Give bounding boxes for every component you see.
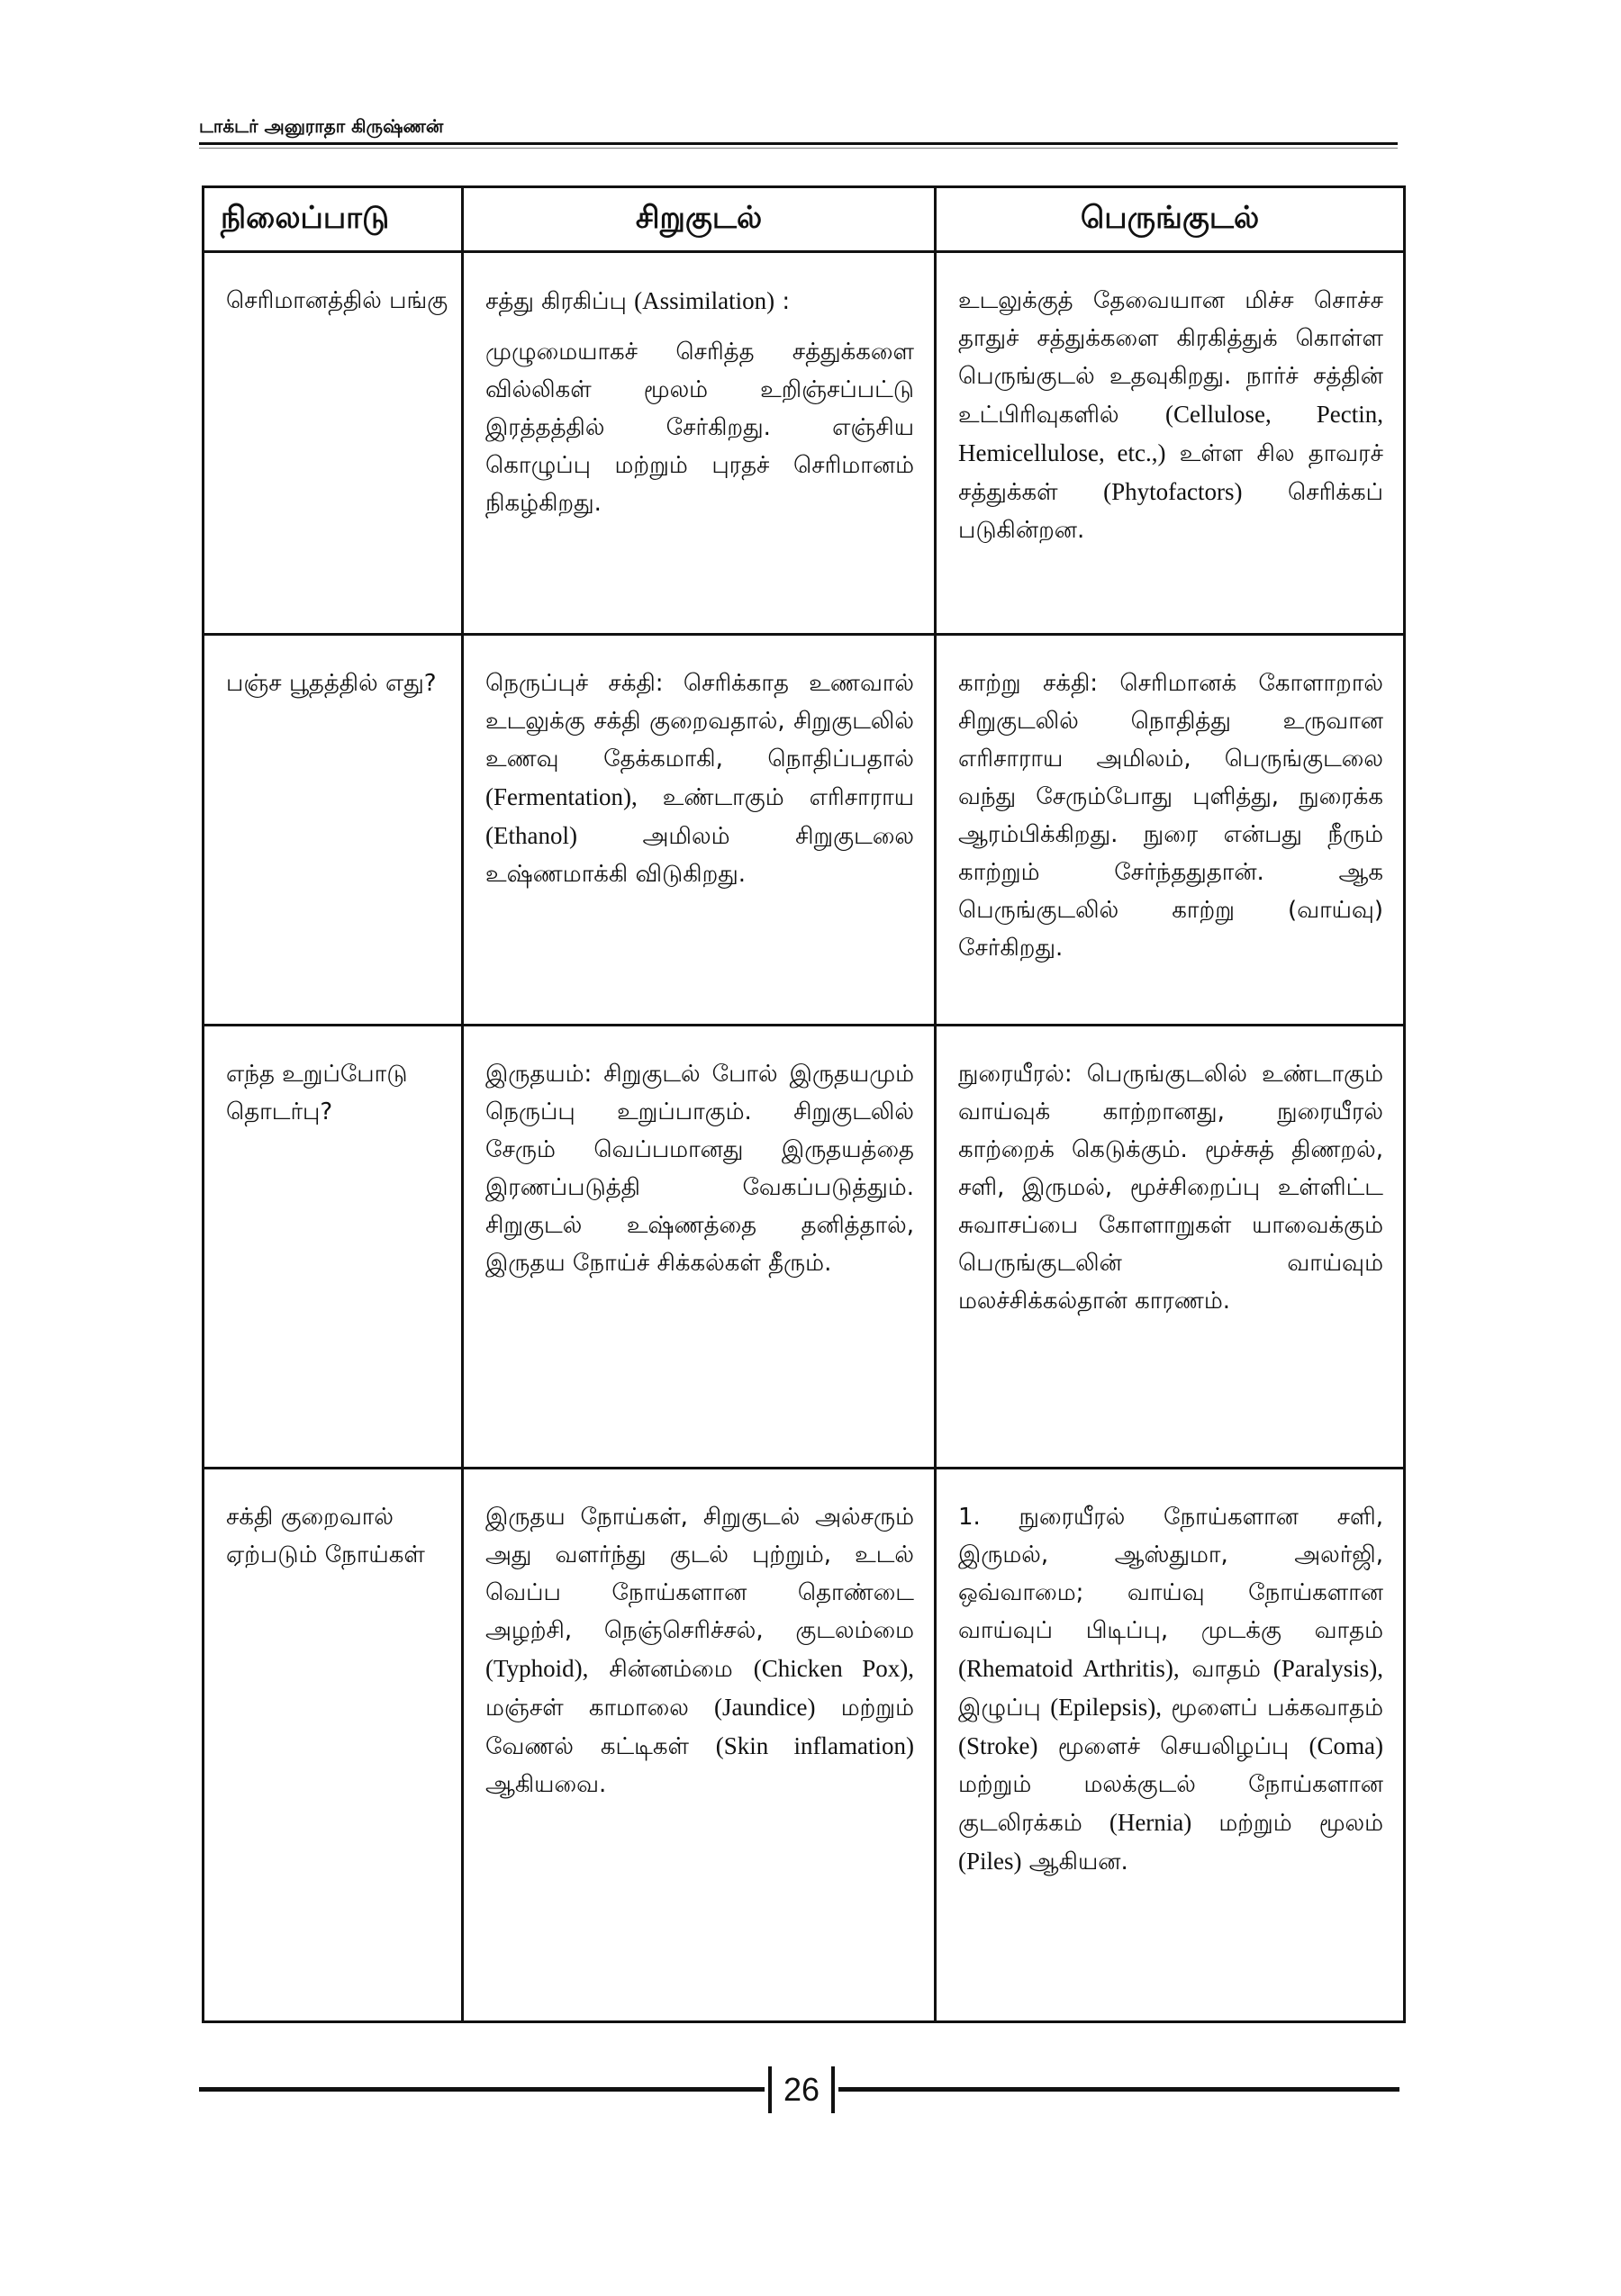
column-header-aspect: நிலைப்பாடு (204, 187, 463, 252)
cell-english-term: (Coma) (1309, 1732, 1383, 1759)
cell-text: வாதம் (1179, 1656, 1273, 1683)
cell-english-term: (Typhoid), (485, 1655, 589, 1682)
table-row-organ (204, 1026, 1405, 1469)
row-label: செரிமானத்தில் பங்கு (204, 252, 463, 635)
row-label: சக்தி குறைவால் ஏற்படும் நோய்கள் (204, 1469, 463, 2022)
small-intestine-cell (463, 1469, 936, 2022)
cell-text: மஞ்சள் காமாலை (485, 1695, 715, 1722)
cell-english-term: (Epilepsis), (1050, 1694, 1162, 1721)
cell-english-term: (Ethanol) (485, 822, 577, 849)
footer-rule-right (838, 2087, 1399, 2092)
table-row-diseases (204, 1469, 1405, 2022)
cell-english-term: (Jaundice) (714, 1694, 816, 1721)
cell-english-term: (Hernia) (1109, 1809, 1192, 1836)
cell-text: அமிலம் சிறுகுடலை உஷ்ணமாக்கி விடுகிறது. (485, 823, 914, 888)
cell-text: ஆகியவை. (485, 1771, 607, 1798)
cell-text: : (774, 288, 791, 315)
large-intestine-cell (936, 1469, 1405, 2022)
cell-text: நெருப்புச் சக்தி: செரிக்காத உணவால் உடலுக்கு சக்தி குறைவதால், சிறுகுடலில் உணவு தேக்கமாகி, நொதிப்பதால் (485, 670, 914, 773)
cell-english-term: (Chicken Pox), (753, 1655, 914, 1682)
cell-text: சத்து கிரகிப்பு (485, 288, 635, 315)
cell-text: 1. நுரையீரல் நோய்களான சளி, இருமல், ஆஸ்துமா, அலர்ஜி, ஒவ்வாமை; வாய்வு நோய்களான வாய்வுப் பிடிப்பு, முடக்கு வாதம் (958, 1504, 1383, 1644)
large-intestine-cell: நுரையீரல்: பெருங்குடலில் உண்டாகும் வாய்வுக் காற்றானது, நுரையீரல் காற்றைக் கெடுக்கும். மூச்சுத் திணறல், சளி, இருமல், மூச்சிறைப்பு உள்ளிட்ட சுவாசப்பை கோளாறுகள் யாவைக்கும் பெருங்குடலின் வாய்வும் மலச்சிக்கல்தான் காரணம். (936, 1026, 1405, 1469)
column-header-large-intestine: பெருங்குடல் (936, 187, 1405, 252)
small-intestine-cell: இருதயம்: சிறுகுடல் போல் இருதயமும் நெருப்பு உறுப்பாகும். சிறுகுடலில் சேரும் வெப்பமானது இருதயத்தை இரணப்படுத்தி வேகப்படுத்தும். சிறுகுடல் உஷ்ணத்தை தனித்தால், இருதய நோய்ச் சிக்கல்கள் தீரும். (463, 1026, 936, 1469)
cell-english-term: (Fermentation), (485, 783, 638, 810)
large-intestine-cell: காற்று சக்தி: செரிமானக் கோளாறால் சிறுகுடலில் நொதித்து உருவான எரிசாராய அமிலம், பெருங்குடலை வந்து சேரும்போது புளித்து, நுரைக்க ஆரம்பிக்கிறது. நுரை என்பது நீரும் காற்றும் சேர்ந்ததுதான். ஆக பெருங்குடலில் காற்று (வாய்வு) சேர்கிறது. (936, 635, 1405, 1026)
row-label: பஞ்ச பூதத்தில் எது? (204, 635, 463, 1026)
cell-text: இழுப்பு (958, 1695, 1051, 1722)
large-intestine-cell (936, 252, 1405, 635)
cell-text: உடலுக்குத் தேவையான மிச்ச சொச்ச தாதுச் சத்துக்களை கிரகித்துக் கொள்ள பெருங்குடல் உதவுகிறது. நார்ச் சத்தின் உட்பிரிவுகளில் (958, 287, 1383, 429)
header-rule-thin (199, 148, 1398, 149)
cell-text: முழுமையாகச் செரித்த சத்துக்களை வில்லிகள் மூலம் உறிஞ்சப்பட்டு இரத்தத்தில் சேர்கிறது. எஞ்சிய கொழுப்பு மற்றும் புரதச் செரிமானம் நிகழ்கிறது. (485, 339, 914, 517)
table-header-row (204, 187, 1405, 252)
footer-rule-left (199, 2087, 765, 2092)
table-row-digestion (204, 252, 1405, 635)
column-header-small-intestine: சிறுகுடல் (463, 187, 936, 252)
footer-bracket-right (831, 2066, 835, 2113)
cell-text: சின்னம்மை (588, 1656, 754, 1683)
row-label: எந்த உறுப்போடு தொடர்பு? (204, 1026, 463, 1469)
cell-english-term: (Paralysis), (1272, 1655, 1384, 1682)
cell-intro (485, 282, 914, 321)
cell-english-term: (Stroke) (958, 1732, 1038, 1759)
table-row-element (204, 635, 1405, 1026)
cell-text: உள்ள சில தாவரச் சத்துக்கள் (958, 440, 1383, 506)
cell-text: மற்றும் மூலம் (1191, 1810, 1383, 1837)
cell-english-term: (Phytofactors) (1103, 478, 1243, 505)
small-intestine-cell (463, 635, 936, 1026)
page-number: 26 (783, 2071, 820, 2108)
cell-english-term: (Cellulose, Pectin, Hemicellulose, etc.,) (958, 401, 1383, 466)
cell-text: மற்றும் மலக்குடல் நோய்களான குடலிரக்கம் (958, 1771, 1383, 1837)
cell-text: மற்றும் வேணல் கட்டிகள் (485, 1695, 914, 1760)
cell-text: இருதய நோய்கள், சிறுகுடல் அல்சரும் அது வளர்ந்து குடல் புற்றும், உடல் வெப்ப நோய்களான தொண்டை அழற்சி, நெஞ்செரிச்சல், குடலம்மை (485, 1504, 914, 1644)
header-rule (199, 142, 1398, 145)
small-intestine-cell (463, 252, 936, 635)
cell-text: மூளைப் பக்கவாதம் (1161, 1695, 1383, 1722)
cell-english-term: (Skin inflamation) (715, 1732, 914, 1759)
comparison-table (202, 185, 1406, 2023)
cell-english-term: (Rhematoid Arthritis), (958, 1655, 1180, 1682)
cell-text: செரிக்கப் படுகின்றன. (958, 479, 1383, 544)
running-title: டாக்டர் அனுராதா கிருஷ்ணன் (199, 115, 444, 137)
cell-english-term: (Piles) (958, 1848, 1022, 1875)
cell-text: உண்டாகும் எரிசாராய (637, 784, 914, 811)
cell-text: ஆகியன. (1021, 1849, 1128, 1876)
cell-english-term: (Assimilation) (634, 287, 775, 314)
cell-text: மூளைச் செயலிழப்பு (1037, 1733, 1309, 1760)
